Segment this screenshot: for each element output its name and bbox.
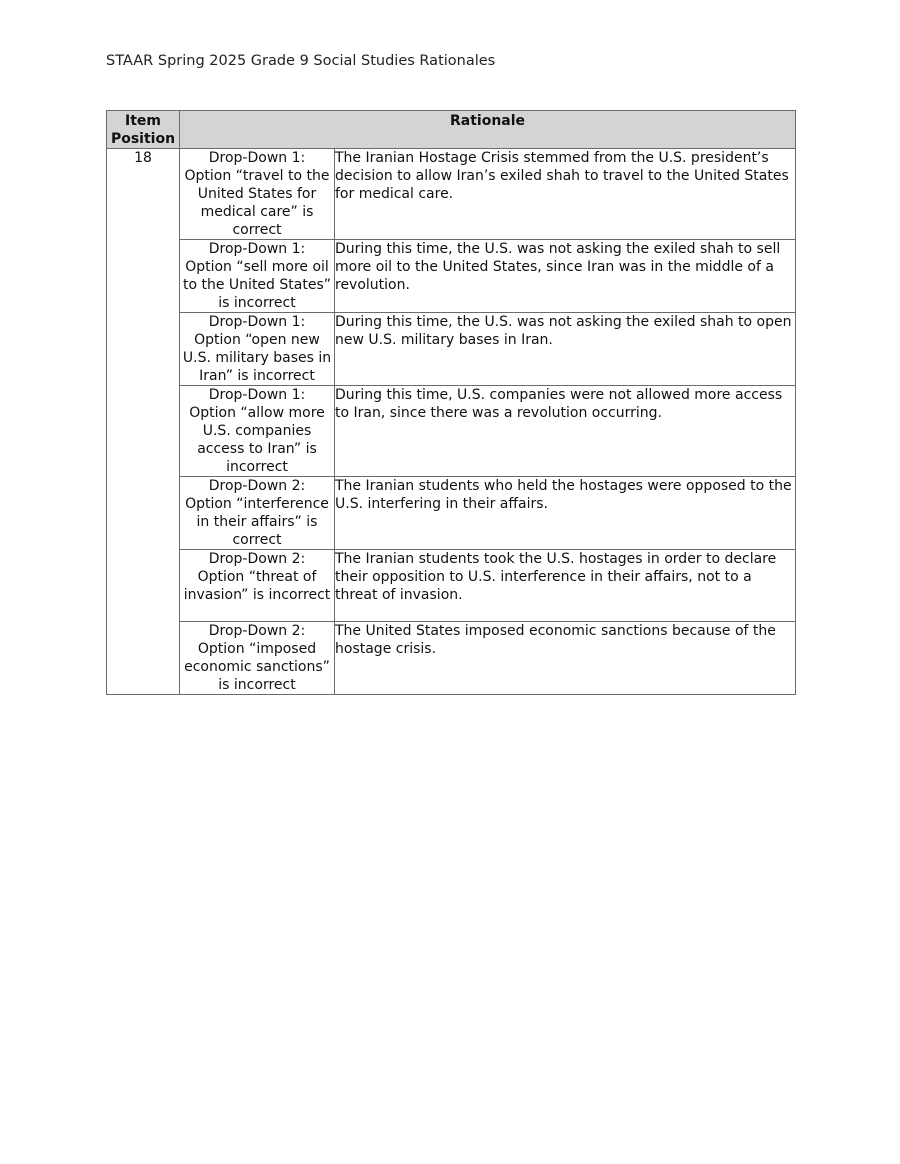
option-cell	[180, 477, 335, 550]
table-row	[107, 477, 796, 550]
dropdown-label: Drop-Down 1:	[208, 314, 306, 330]
dropdown-label: Drop-Down 2:	[208, 551, 306, 567]
page-header-title: STAAR Spring 2025 Grade 9 Social Studies Rationales	[106, 53, 496, 69]
item-position-header	[107, 111, 180, 149]
option-text: Option “sell more oil to the United States” is incorrect	[183, 259, 331, 311]
table-row	[107, 550, 796, 622]
dropdown-label: Drop-Down 2:	[208, 623, 306, 639]
option-text: Option “interference in their affairs” is correct	[185, 496, 329, 548]
rationale-cell: During this time, the U.S. was not asking the exiled shah to sell more oil to the United States, since Iran was in the middle of a revolution.	[335, 240, 796, 313]
rationale-table	[106, 110, 796, 695]
dropdown-label: Drop-Down 1:	[208, 387, 306, 403]
rationale-cell: The Iranian students took the U.S. hostages in order to declare their opposition to U.S. interference in their affairs, not to a threat of invasion.	[335, 550, 796, 622]
item-position-header-line1: Item	[125, 113, 161, 129]
table-row	[107, 240, 796, 313]
option-cell	[180, 149, 335, 240]
option-text: Option “allow more U.S. companies access to Iran” is incorrect	[189, 405, 325, 475]
option-cell	[180, 240, 335, 313]
item-position-header-line2: Position	[110, 131, 176, 147]
dropdown-label: Drop-Down 1:	[208, 150, 306, 166]
option-text: Option “imposed economic sanctions” is incorrect	[184, 641, 330, 693]
item-number-cell: 18	[107, 149, 180, 695]
rationale-cell: During this time, U.S. companies were not allowed more access to Iran, since there was a revolution occurring.	[335, 386, 796, 477]
rationale-cell: The Iranian Hostage Crisis stemmed from the U.S. president’s decision to allow Iran’s exiled shah to travel to the United States for medical care.	[335, 149, 796, 240]
table-header-row	[107, 111, 796, 149]
rationale-cell: During this time, the U.S. was not asking the exiled shah to open new U.S. military bases in Iran.	[335, 313, 796, 386]
option-cell	[180, 622, 335, 695]
rationale-cell: The United States imposed economic sanctions because of the hostage crisis.	[335, 622, 796, 695]
table-row	[107, 313, 796, 386]
table-row	[107, 622, 796, 695]
dropdown-label: Drop-Down 1:	[208, 241, 306, 257]
option-text: Option “open new U.S. military bases in Iran” is incorrect	[182, 332, 332, 384]
dropdown-label: Drop-Down 2:	[208, 478, 306, 494]
option-text: Option “travel to the United States for medical care” is correct	[184, 168, 330, 238]
option-cell	[180, 550, 335, 622]
option-cell	[180, 386, 335, 477]
table-row	[107, 386, 796, 477]
table-row	[107, 149, 796, 240]
option-text: Option “threat of invasion” is incorrect	[183, 569, 331, 603]
rationale-header: Rationale	[180, 111, 796, 149]
option-cell	[180, 313, 335, 386]
rationale-cell: The Iranian students who held the hostages were opposed to the U.S. interfering in their affairs.	[335, 477, 796, 550]
